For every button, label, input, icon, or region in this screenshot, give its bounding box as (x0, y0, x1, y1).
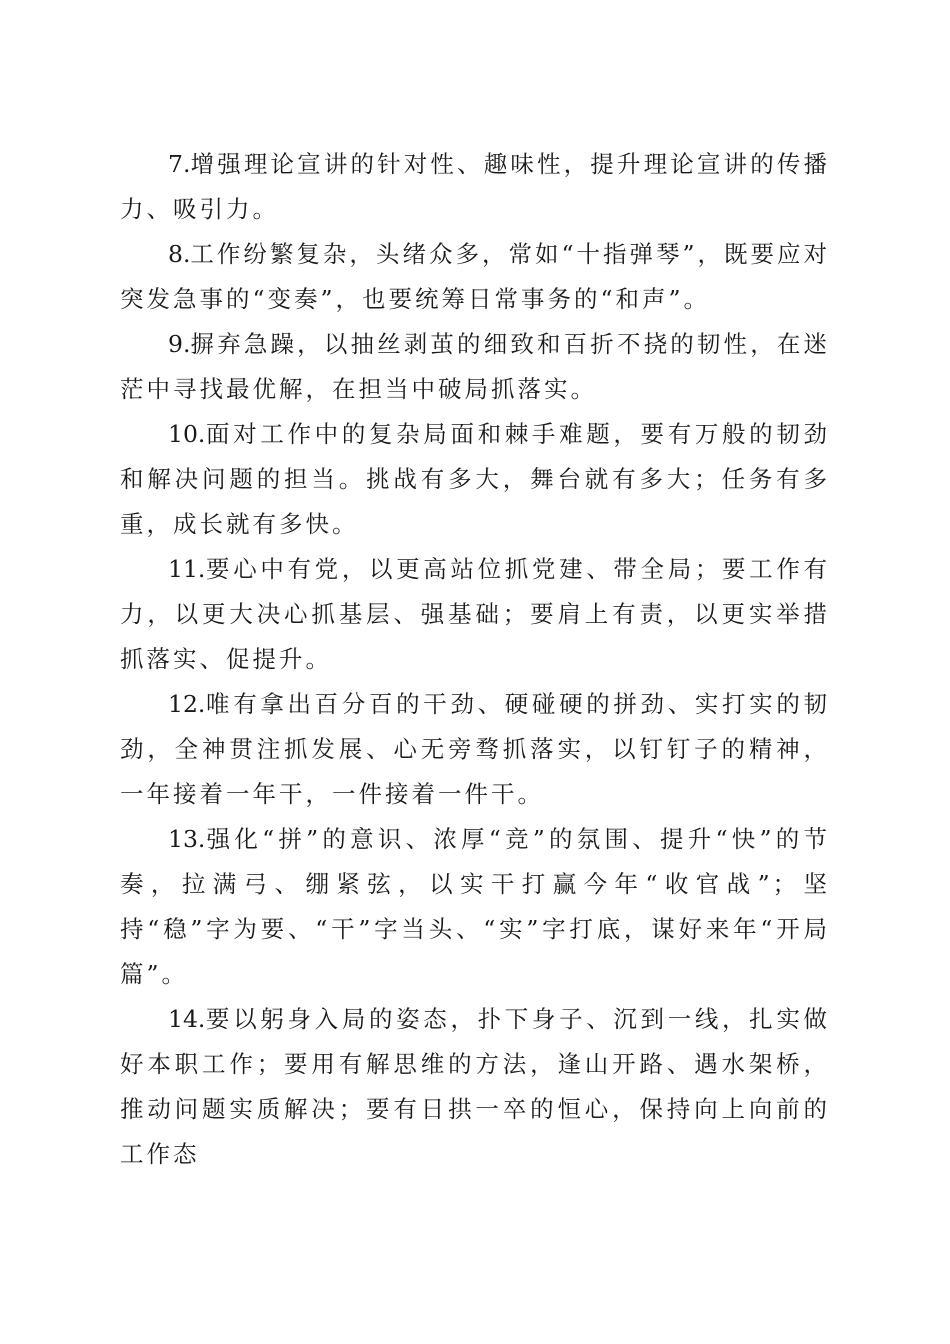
paragraph-text: 强化“拼”的意识、浓厚“竞”的氛围、提升“快”的节奏，拉满弓、绷紧弦，以实干打赢今年“收官战”；坚持“稳”字为要、“干”字当头、“实”字打底，谋好来年“开局篇”。 (120, 825, 830, 988)
paragraph-number: 8. (168, 240, 191, 268)
paragraph-number: 11. (168, 555, 206, 583)
paragraph-7 (120, 142, 830, 232)
paragraph-number: 9. (168, 330, 191, 358)
paragraph-10 (120, 412, 830, 547)
paragraph-12 (120, 682, 830, 817)
paragraph-text: 摒弃急躁，以抽丝剥茧的细致和百折不挠的韧性，在迷茫中寻找最优解，在担当中破局抓落实。 (120, 330, 830, 403)
paragraph-number: 14. (168, 1005, 206, 1033)
document-body (120, 142, 830, 1177)
paragraph-text: 唯有拿出百分百的干劲、硬碰硬的拼劲、实打实的韧劲，全神贯注抓发展、心无旁骛抓落实，以钉钉子的精神，一年接着一年干，一件接着一件干。 (120, 690, 830, 808)
paragraph-text: 工作纷繁复杂，头绪众多，常如“十指弹琴”，既要应对突发急事的“变奏”，也要统筹日常事务的“和声”。 (120, 240, 830, 313)
paragraph-text: 面对工作中的复杂局面和棘手难题，要有万般的韧劲和解决问题的担当。挑战有多大，舞台就有多大；任务有多重，成长就有多快。 (120, 420, 830, 538)
paragraph-text: 要心中有党，以更高站位抓党建、带全局；要工作有力，以更大决心抓基层、强基础；要肩上有责，以更实举措抓落实、促提升。 (120, 555, 830, 673)
paragraph-text: 要以躬身入局的姿态，扑下身子、沉到一线，扎实做好本职工作；要用有解思维的方法，逢山开路、遇水架桥，推动问题实质解决；要有日拱一卒的恒心，保持向上向前的工作态 (120, 1005, 830, 1168)
paragraph-number: 7. (168, 150, 191, 178)
paragraph-14 (120, 997, 830, 1177)
paragraph-number: 10. (168, 420, 206, 448)
paragraph-8 (120, 232, 830, 322)
paragraph-9 (120, 322, 830, 412)
paragraph-13 (120, 817, 830, 997)
paragraph-number: 12. (168, 690, 206, 718)
paragraph-11 (120, 547, 830, 682)
paragraph-text: 增强理论宣讲的针对性、趣味性，提升理论宣讲的传播力、吸引力。 (120, 150, 830, 223)
paragraph-number: 13. (168, 825, 206, 853)
